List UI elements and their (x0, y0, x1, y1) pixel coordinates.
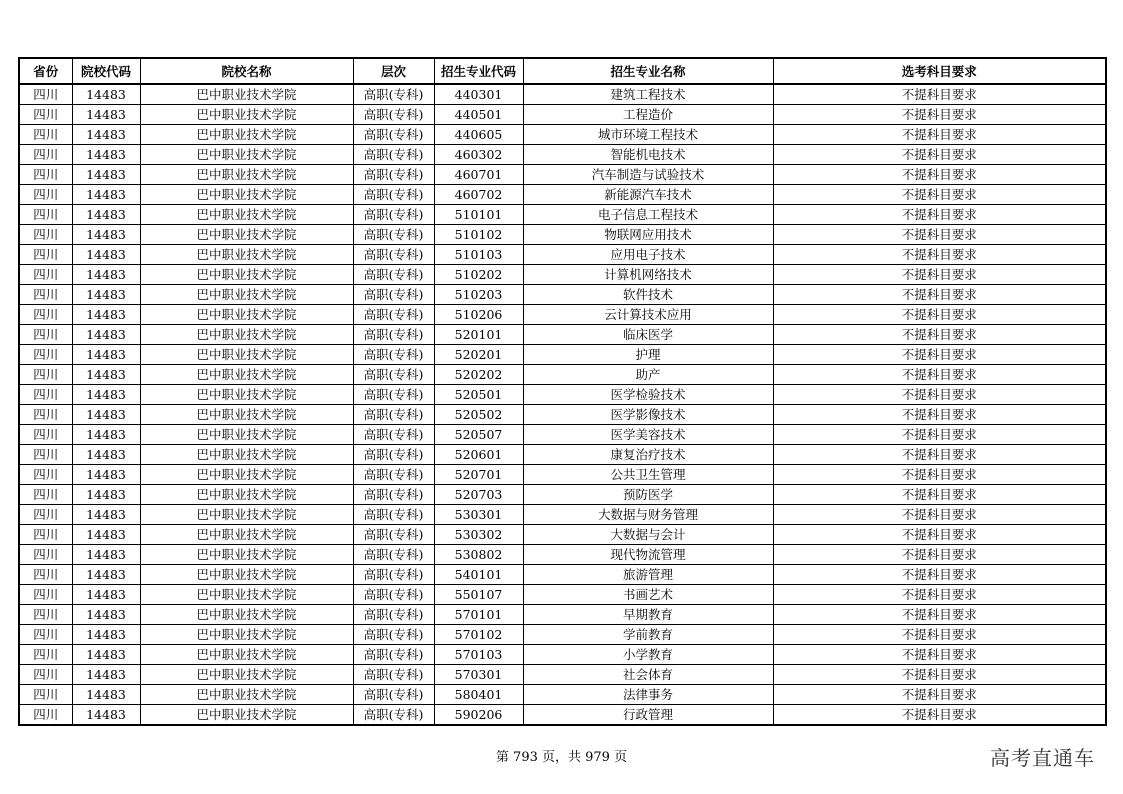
cell-subject-requirement: 不提科目要求 (773, 205, 1106, 225)
cell-province: 四川 (19, 205, 72, 225)
watermark: 高考直通车 (990, 746, 1095, 770)
cell-major-code: 520501 (434, 385, 523, 405)
cell-major-name: 康复治疗技术 (523, 445, 773, 465)
cell-school-name: 巴中职业技术学院 (140, 365, 353, 385)
table-row (19, 505, 1106, 525)
cell-school-code: 14483 (72, 165, 140, 185)
cell-major-code: 510101 (434, 205, 523, 225)
cell-major-code: 540101 (434, 565, 523, 585)
cell-level: 高职(专科) (353, 425, 434, 445)
cell-subject-requirement: 不提科目要求 (773, 645, 1106, 665)
cell-school-code: 14483 (72, 705, 140, 726)
cell-province: 四川 (19, 84, 72, 105)
cell-major-name: 医学检验技术 (523, 385, 773, 405)
header-school-code: 院校代码 (72, 58, 140, 84)
cell-major-code: 520701 (434, 465, 523, 485)
cell-major-name: 软件技术 (523, 285, 773, 305)
cell-school-name: 巴中职业技术学院 (140, 645, 353, 665)
cell-major-code: 550107 (434, 585, 523, 605)
cell-province: 四川 (19, 185, 72, 205)
cell-major-name: 社会体育 (523, 665, 773, 685)
cell-school-code: 14483 (72, 565, 140, 585)
table-header-row (19, 58, 1106, 84)
table-row (19, 565, 1106, 585)
cell-school-code: 14483 (72, 605, 140, 625)
cell-province: 四川 (19, 345, 72, 365)
cell-major-code: 520201 (434, 345, 523, 365)
cell-subject-requirement: 不提科目要求 (773, 565, 1106, 585)
cell-level: 高职(专科) (353, 685, 434, 705)
cell-major-name: 电子信息工程技术 (523, 205, 773, 225)
cell-major-name: 计算机网络技术 (523, 265, 773, 285)
cell-major-name: 云计算技术应用 (523, 305, 773, 325)
cell-school-code: 14483 (72, 365, 140, 385)
cell-major-name: 新能源汽车技术 (523, 185, 773, 205)
cell-school-name: 巴中职业技术学院 (140, 245, 353, 265)
cell-subject-requirement: 不提科目要求 (773, 105, 1106, 125)
cell-subject-requirement: 不提科目要求 (773, 84, 1106, 105)
cell-school-name: 巴中职业技术学院 (140, 265, 353, 285)
cell-major-code: 530301 (434, 505, 523, 525)
cell-major-code: 580401 (434, 685, 523, 705)
cell-school-code: 14483 (72, 105, 140, 125)
cell-major-code: 520502 (434, 405, 523, 425)
cell-major-code: 570301 (434, 665, 523, 685)
cell-major-name: 现代物流管理 (523, 545, 773, 565)
cell-major-code: 440501 (434, 105, 523, 125)
cell-level: 高职(专科) (353, 565, 434, 585)
cell-level: 高职(专科) (353, 365, 434, 385)
cell-school-code: 14483 (72, 205, 140, 225)
cell-school-code: 14483 (72, 385, 140, 405)
table-row (19, 485, 1106, 505)
cell-major-name: 旅游管理 (523, 565, 773, 585)
table-row (19, 345, 1106, 365)
cell-province: 四川 (19, 545, 72, 565)
cell-major-code: 520601 (434, 445, 523, 465)
cell-major-code: 520101 (434, 325, 523, 345)
table-row (19, 365, 1106, 385)
cell-school-code: 14483 (72, 325, 140, 345)
table-row (19, 665, 1106, 685)
cell-school-name: 巴中职业技术学院 (140, 445, 353, 465)
table-row (19, 585, 1106, 605)
cell-subject-requirement: 不提科目要求 (773, 185, 1106, 205)
cell-school-code: 14483 (72, 465, 140, 485)
header-level: 层次 (353, 58, 434, 84)
cell-major-name: 医学美容技术 (523, 425, 773, 445)
cell-province: 四川 (19, 705, 72, 726)
cell-school-name: 巴中职业技术学院 (140, 545, 353, 565)
cell-subject-requirement: 不提科目要求 (773, 625, 1106, 645)
cell-subject-requirement: 不提科目要求 (773, 265, 1106, 285)
table-body (19, 84, 1106, 725)
cell-major-code: 440605 (434, 125, 523, 145)
cell-school-code: 14483 (72, 345, 140, 365)
cell-subject-requirement: 不提科目要求 (773, 585, 1106, 605)
cell-subject-requirement: 不提科目要求 (773, 665, 1106, 685)
cell-province: 四川 (19, 625, 72, 645)
cell-school-code: 14483 (72, 145, 140, 165)
header-school-name: 院校名称 (140, 58, 353, 84)
cell-subject-requirement: 不提科目要求 (773, 345, 1106, 365)
table-row (19, 285, 1106, 305)
cell-major-name: 物联网应用技术 (523, 225, 773, 245)
cell-major-code: 520507 (434, 425, 523, 445)
cell-major-name: 助产 (523, 365, 773, 385)
table-row (19, 84, 1106, 105)
cell-school-code: 14483 (72, 645, 140, 665)
cell-major-name: 城市环境工程技术 (523, 125, 773, 145)
cell-major-code: 520202 (434, 365, 523, 385)
cell-level: 高职(专科) (353, 345, 434, 365)
cell-major-code: 590206 (434, 705, 523, 726)
header-major-code: 招生专业代码 (434, 58, 523, 84)
cell-level: 高职(专科) (353, 525, 434, 545)
cell-level: 高职(专科) (353, 105, 434, 125)
cell-major-name: 临床医学 (523, 325, 773, 345)
cell-major-code: 510102 (434, 225, 523, 245)
page-number: 第 793 页，共 979 页 (495, 750, 628, 765)
cell-level: 高职(专科) (353, 245, 434, 265)
cell-province: 四川 (19, 225, 72, 245)
table-row (19, 605, 1106, 625)
cell-level: 高职(专科) (353, 385, 434, 405)
cell-province: 四川 (19, 605, 72, 625)
table-row (19, 265, 1106, 285)
cell-province: 四川 (19, 445, 72, 465)
cell-level: 高职(专科) (353, 645, 434, 665)
cell-school-name: 巴中职业技术学院 (140, 665, 353, 685)
cell-school-name: 巴中职业技术学院 (140, 345, 353, 365)
cell-province: 四川 (19, 585, 72, 605)
cell-school-name: 巴中职业技术学院 (140, 285, 353, 305)
cell-level: 高职(专科) (353, 325, 434, 345)
cell-province: 四川 (19, 385, 72, 405)
cell-school-code: 14483 (72, 445, 140, 465)
cell-subject-requirement: 不提科目要求 (773, 445, 1106, 465)
cell-province: 四川 (19, 145, 72, 165)
cell-subject-requirement: 不提科目要求 (773, 225, 1106, 245)
cell-province: 四川 (19, 685, 72, 705)
cell-school-code: 14483 (72, 585, 140, 605)
cell-major-name: 建筑工程技术 (523, 84, 773, 105)
cell-major-name: 医学影像技术 (523, 405, 773, 425)
cell-level: 高职(专科) (353, 165, 434, 185)
cell-school-name: 巴中职业技术学院 (140, 405, 353, 425)
cell-subject-requirement: 不提科目要求 (773, 285, 1106, 305)
cell-level: 高职(专科) (353, 225, 434, 245)
cell-school-code: 14483 (72, 665, 140, 685)
table-row (19, 425, 1106, 445)
cell-province: 四川 (19, 105, 72, 125)
cell-major-code: 520703 (434, 485, 523, 505)
cell-subject-requirement: 不提科目要求 (773, 705, 1106, 726)
cell-school-name: 巴中职业技术学院 (140, 185, 353, 205)
table-row (19, 185, 1106, 205)
cell-school-code: 14483 (72, 485, 140, 505)
table-row (19, 205, 1106, 225)
cell-school-code: 14483 (72, 125, 140, 145)
cell-school-name: 巴中职业技术学院 (140, 525, 353, 545)
table-row (19, 405, 1106, 425)
cell-school-code: 14483 (72, 225, 140, 245)
cell-school-name: 巴中职业技术学院 (140, 84, 353, 105)
cell-school-code: 14483 (72, 685, 140, 705)
cell-province: 四川 (19, 665, 72, 685)
cell-major-name: 公共卫生管理 (523, 465, 773, 485)
cell-major-name: 工程造价 (523, 105, 773, 125)
cell-school-name: 巴中职业技术学院 (140, 505, 353, 525)
cell-school-code: 14483 (72, 545, 140, 565)
cell-school-code: 14483 (72, 185, 140, 205)
cell-school-name: 巴中职业技术学院 (140, 465, 353, 485)
cell-province: 四川 (19, 485, 72, 505)
table-row (19, 105, 1106, 125)
cell-level: 高职(专科) (353, 84, 434, 105)
cell-major-code: 510202 (434, 265, 523, 285)
cell-major-name: 早期教育 (523, 605, 773, 625)
cell-subject-requirement: 不提科目要求 (773, 125, 1106, 145)
cell-school-name: 巴中职业技术学院 (140, 565, 353, 585)
cell-school-name: 巴中职业技术学院 (140, 325, 353, 345)
cell-subject-requirement: 不提科目要求 (773, 385, 1106, 405)
cell-level: 高职(专科) (353, 625, 434, 645)
cell-school-code: 14483 (72, 425, 140, 445)
cell-level: 高职(专科) (353, 465, 434, 485)
cell-subject-requirement: 不提科目要求 (773, 365, 1106, 385)
cell-major-code: 570102 (434, 625, 523, 645)
cell-school-name: 巴中职业技术学院 (140, 385, 353, 405)
table-row (19, 705, 1106, 726)
cell-school-name: 巴中职业技术学院 (140, 205, 353, 225)
header-major-name: 招生专业名称 (523, 58, 773, 84)
cell-province: 四川 (19, 645, 72, 665)
cell-major-code: 530302 (434, 525, 523, 545)
cell-school-name: 巴中职业技术学院 (140, 705, 353, 726)
cell-level: 高职(专科) (353, 125, 434, 145)
cell-level: 高职(专科) (353, 545, 434, 565)
table-row (19, 225, 1106, 245)
cell-level: 高职(专科) (353, 505, 434, 525)
cell-subject-requirement: 不提科目要求 (773, 425, 1106, 445)
cell-major-code: 460702 (434, 185, 523, 205)
cell-province: 四川 (19, 125, 72, 145)
cell-major-name: 法律事务 (523, 685, 773, 705)
cell-subject-requirement: 不提科目要求 (773, 405, 1106, 425)
cell-province: 四川 (19, 565, 72, 585)
cell-major-name: 大数据与会计 (523, 525, 773, 545)
cell-major-name: 大数据与财务管理 (523, 505, 773, 525)
cell-level: 高职(专科) (353, 585, 434, 605)
cell-school-name: 巴中职业技术学院 (140, 225, 353, 245)
table-row (19, 465, 1106, 485)
cell-school-name: 巴中职业技术学院 (140, 105, 353, 125)
cell-province: 四川 (19, 165, 72, 185)
cell-school-name: 巴中职业技术学院 (140, 145, 353, 165)
cell-province: 四川 (19, 365, 72, 385)
cell-major-code: 460701 (434, 165, 523, 185)
cell-province: 四川 (19, 245, 72, 265)
cell-subject-requirement: 不提科目要求 (773, 245, 1106, 265)
cell-school-code: 14483 (72, 245, 140, 265)
cell-province: 四川 (19, 465, 72, 485)
cell-school-code: 14483 (72, 285, 140, 305)
cell-major-code: 510203 (434, 285, 523, 305)
cell-school-code: 14483 (72, 505, 140, 525)
header-subject-requirement: 选考科目要求 (773, 58, 1106, 84)
cell-major-name: 护理 (523, 345, 773, 365)
cell-major-name: 书画艺术 (523, 585, 773, 605)
cell-major-code: 460302 (434, 145, 523, 165)
table-row (19, 125, 1106, 145)
cell-subject-requirement: 不提科目要求 (773, 145, 1106, 165)
cell-province: 四川 (19, 425, 72, 445)
cell-major-name: 智能机电技术 (523, 145, 773, 165)
cell-subject-requirement: 不提科目要求 (773, 605, 1106, 625)
cell-province: 四川 (19, 305, 72, 325)
admission-table-container (18, 57, 1105, 726)
cell-level: 高职(专科) (353, 405, 434, 425)
table-row (19, 645, 1106, 665)
cell-level: 高职(专科) (353, 665, 434, 685)
cell-level: 高职(专科) (353, 305, 434, 325)
cell-school-name: 巴中职业技术学院 (140, 125, 353, 145)
cell-school-name: 巴中职业技术学院 (140, 685, 353, 705)
cell-province: 四川 (19, 285, 72, 305)
cell-province: 四川 (19, 405, 72, 425)
cell-subject-requirement: 不提科目要求 (773, 685, 1106, 705)
cell-major-code: 510103 (434, 245, 523, 265)
cell-school-name: 巴中职业技术学院 (140, 605, 353, 625)
cell-school-name: 巴中职业技术学院 (140, 485, 353, 505)
cell-major-name: 预防医学 (523, 485, 773, 505)
cell-major-code: 570101 (434, 605, 523, 625)
cell-school-name: 巴中职业技术学院 (140, 585, 353, 605)
cell-major-code: 440301 (434, 84, 523, 105)
cell-school-code: 14483 (72, 84, 140, 105)
cell-subject-requirement: 不提科目要求 (773, 545, 1106, 565)
cell-subject-requirement: 不提科目要求 (773, 165, 1106, 185)
table-row (19, 385, 1106, 405)
cell-school-name: 巴中职业技术学院 (140, 305, 353, 325)
cell-level: 高职(专科) (353, 185, 434, 205)
cell-major-name: 小学教育 (523, 645, 773, 665)
cell-level: 高职(专科) (353, 605, 434, 625)
cell-level: 高职(专科) (353, 485, 434, 505)
table-row (19, 165, 1106, 185)
admission-table (18, 57, 1107, 726)
cell-school-name: 巴中职业技术学院 (140, 165, 353, 185)
cell-major-code: 570103 (434, 645, 523, 665)
table-row (19, 445, 1106, 465)
cell-subject-requirement: 不提科目要求 (773, 505, 1106, 525)
cell-school-code: 14483 (72, 305, 140, 325)
cell-subject-requirement: 不提科目要求 (773, 325, 1106, 345)
cell-subject-requirement: 不提科目要求 (773, 525, 1106, 545)
cell-level: 高职(专科) (353, 445, 434, 465)
table-row (19, 625, 1106, 645)
table-row (19, 145, 1106, 165)
cell-level: 高职(专科) (353, 285, 434, 305)
cell-level: 高职(专科) (353, 265, 434, 285)
cell-level: 高职(专科) (353, 145, 434, 165)
cell-major-name: 学前教育 (523, 625, 773, 645)
cell-subject-requirement: 不提科目要求 (773, 465, 1106, 485)
cell-province: 四川 (19, 325, 72, 345)
cell-level: 高职(专科) (353, 205, 434, 225)
header-province: 省份 (19, 58, 72, 84)
cell-major-code: 530802 (434, 545, 523, 565)
cell-major-name: 汽车制造与试验技术 (523, 165, 773, 185)
cell-major-name: 应用电子技术 (523, 245, 773, 265)
cell-province: 四川 (19, 265, 72, 285)
cell-province: 四川 (19, 505, 72, 525)
table-row (19, 685, 1106, 705)
table-row (19, 545, 1106, 565)
cell-level: 高职(专科) (353, 705, 434, 726)
cell-province: 四川 (19, 525, 72, 545)
table-row (19, 245, 1106, 265)
cell-school-code: 14483 (72, 265, 140, 285)
table-row (19, 525, 1106, 545)
cell-school-code: 14483 (72, 625, 140, 645)
table-row (19, 305, 1106, 325)
cell-major-name: 行政管理 (523, 705, 773, 726)
cell-subject-requirement: 不提科目要求 (773, 305, 1106, 325)
cell-major-code: 510206 (434, 305, 523, 325)
table-row (19, 325, 1106, 345)
cell-school-code: 14483 (72, 405, 140, 425)
cell-school-name: 巴中职业技术学院 (140, 425, 353, 445)
cell-school-name: 巴中职业技术学院 (140, 625, 353, 645)
cell-subject-requirement: 不提科目要求 (773, 485, 1106, 505)
cell-school-code: 14483 (72, 525, 140, 545)
